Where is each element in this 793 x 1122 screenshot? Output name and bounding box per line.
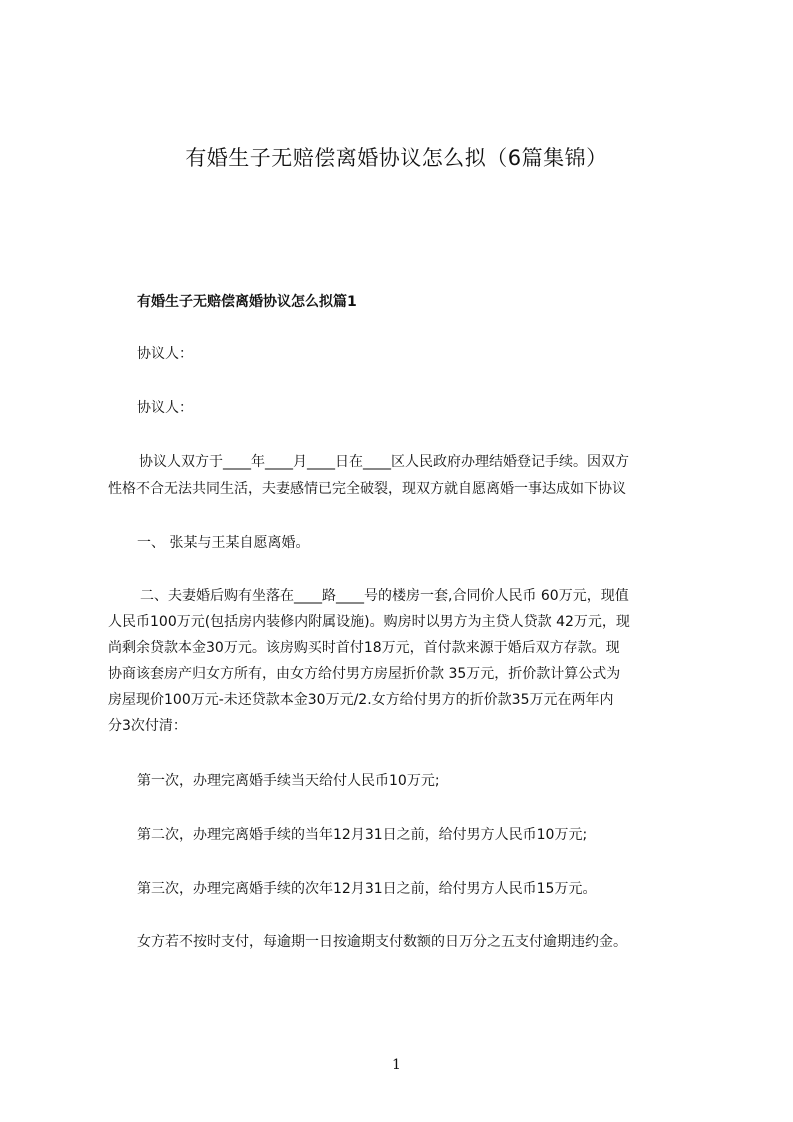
payment-2: 第二次，办理完离婚手续的当年12月31日之前，给付男方人民币10万元; [137, 827, 588, 843]
payment-1: 第一次，办理完离婚手续当天给付人民币10万元; [137, 773, 440, 789]
intro-line-2: 性格不合无法共同生活，夫妻感情已完全破裂，现双方就自愿离婚一事达成如下协议 [108, 481, 626, 497]
party-line-1: 协议人： [137, 346, 193, 362]
penalty-clause: 女方若不按时支付，每逾期一日按逾期支付数额的日万分之五支付逾期违约金。 [137, 934, 627, 950]
clause-2-line-6: 分3次付清： [108, 718, 187, 734]
section-heading: 有婚生子无赔偿离婚协议怎么拟篇1 [137, 294, 357, 310]
clause-2-line-3: 尚剩余贷款本金30万元。该房购买时首付18万元，首付款来源于婚后双方存款。现 [108, 640, 620, 656]
clause-2-line-1: 二、夫妻婚后购有坐落在____路____号的楼房一套,合同价人民币 60万元，现值 [140, 588, 629, 604]
document-title: 有婚生子无赔偿离婚协议怎么拟（6篇集锦） [185, 146, 608, 170]
page-number: 1 [392, 1057, 401, 1073]
intro-line-1: 协议人双方于____年____月____日在____区人民政府办理结婚登记手续。因双方 [139, 454, 629, 470]
payment-3: 第三次，办理完离婚手续的次年12月31日之前，给付男方人民币15万元。 [137, 881, 597, 897]
clause-2-line-5: 房屋现价100万元-未还贷款本金30万元/2.女方给付男方的折价款35万元在两年内 [108, 692, 614, 708]
clause-2-line-2: 人民币100万元(包括房内装修内附属设施)。购房时以男方为主贷人贷款 42万元，现 [108, 614, 630, 630]
clause-1: 一、 张某与王某自愿离婚。 [137, 535, 310, 551]
party-line-2: 协议人： [137, 400, 193, 416]
clause-2-line-4: 协商该套房产归女方所有，由女方给付男方房屋折价款 35万元，折价款计算公式为 [108, 666, 621, 682]
